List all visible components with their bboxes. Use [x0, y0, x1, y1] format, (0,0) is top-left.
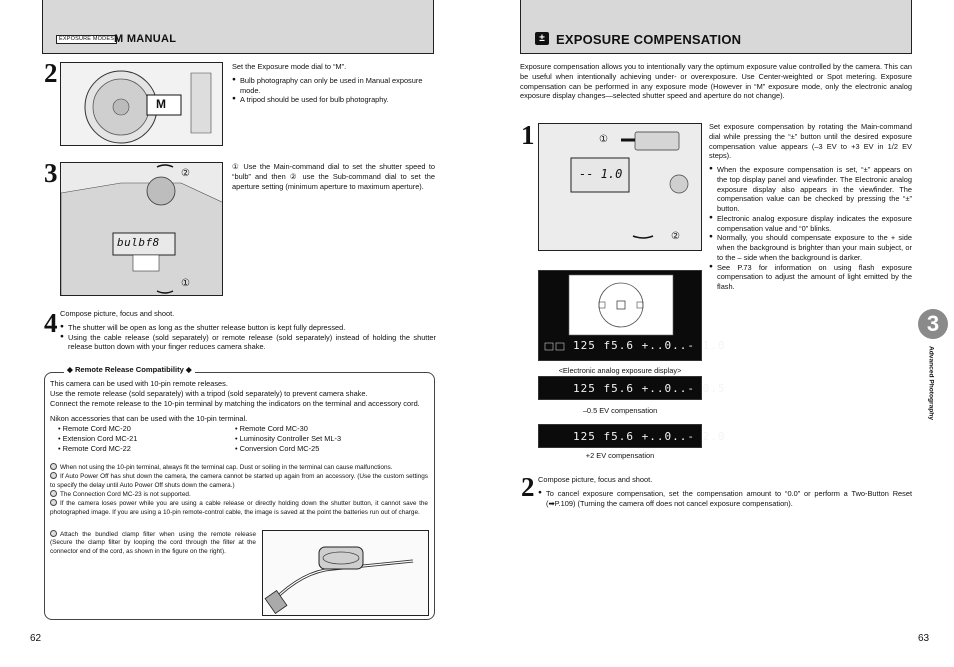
step-4-bullet-2: ● Using the cable release (sold separately) or remote release (sold separately) instead of holding the shutter release button down with your finger reduces camera shake.: [60, 333, 436, 353]
callout-2: ②: [181, 168, 190, 179]
step-2-text: [232, 62, 435, 105]
camera-top-illustration: [61, 163, 223, 296]
step-4-bullet-1: ● The shutter will be open as long as the shutter release button is kept fully depressed.: [60, 323, 436, 333]
note-item: If Auto Power Off has shut down the camera, the camera cannot be started up again from an accessory. (Use the custom settings to specify the delay until Auto Power Off shuts down the camera.): [50, 473, 428, 489]
dial-m-label: M: [156, 97, 166, 111]
readout-panel-plus-2: [538, 424, 726, 448]
side-label: Advanced Photography: [927, 346, 935, 421]
accessory-item: • Remote Cord MC-22: [58, 443, 131, 453]
step-1-text: [709, 122, 912, 292]
step-1-bullet-2: ● Electronic analog exposure display indicates the exposure compensation value and “0” blinks.: [709, 214, 912, 234]
vf-readout-2: 125 f5.6 +..0..- 0.5: [573, 382, 726, 395]
vf-caption-3: +2 EV compensation: [585, 451, 655, 460]
step-2-right-text: [538, 475, 912, 508]
callout-1: ①: [599, 134, 608, 145]
note-icon: [50, 499, 57, 506]
left-header-bar: [42, 0, 434, 54]
note-item: The Connection Cord MC-23 is not supported.: [50, 490, 428, 499]
step-3-text: [232, 162, 435, 191]
intro-text: Exposure compensation allows you to intentionally vary the optimum exposure value controlled by the camera. This can be useful when intentionally achieving under- or overexposure. Use Center-weighted or Spot metering. Exposure compensation can be performed in any exposure mode (However in “M” exposure mode, only the electronic analog exposure display changes—selected shutter speed and aperture do not change).: [520, 62, 912, 101]
note-item: If the camera loses power while you are using a cable release or directly holding down the shutter button, it cannot save the photographed image. If you are using a 10-pin remote-control cable, the image is saved at the point the batteries run out of charge.: [50, 500, 428, 516]
left-page-number: 62: [30, 633, 42, 644]
nikon-accessories-line: Nikon accessories that can be used with the 10-pin terminal.: [50, 414, 248, 424]
vf-caption-1: <Electronic analog exposure display>: [558, 366, 682, 375]
readout-panel-minus-0-5: [538, 376, 726, 400]
remote-notes: [50, 463, 428, 517]
vf-caption-2: –0.5 EV compensation: [582, 406, 658, 415]
remote-line-3: Connect the remote release to the 10-pin terminal by matching the indicators on the terminal and accessory cord.: [50, 398, 420, 408]
bulb-lcd-readout: bulbf8: [117, 236, 160, 249]
accessory-item: • Remote Cord MC-30: [235, 424, 308, 434]
mode-dial-illustration: [61, 63, 223, 146]
exposure-comp-icon: ±: [535, 32, 549, 45]
remote-line-2: Use the remote release (sold separately) with a tripod (sold separately) to prevent camera shake.: [50, 388, 368, 398]
accessory-item: • Conversion Cord MC-25: [235, 443, 320, 453]
step-1-bullet-1: ● When the exposure compensation is set, “±” appears on the top display panel and viewfinder. The Electronic analog exposure display also appears in the viewfinder. The compensation value can be checked by pressing the “±” button.: [709, 165, 912, 214]
note-icon: [50, 530, 57, 537]
step-2-bullet-1: ● Bulb photography can only be used in Manual exposure mode.: [232, 76, 435, 96]
camera-top-photo: [60, 162, 223, 296]
viewfinder-display: [538, 270, 726, 361]
vf-readout-3: 125 f5.6 +..0..- 2.0: [573, 430, 726, 443]
remote-box-body: [50, 379, 428, 453]
note-item: When not using the 10-pin terminal, always fit the terminal cap. Dust or soiling in the terminal can cause malfunctions.: [50, 463, 428, 472]
comp-lcd-readout: -- 1.0: [579, 167, 623, 181]
step-2-right-bullet: ● To cancel exposure compensation, set the compensation amount to “0.0” or perform a Two-Button Reset (➡P.109) (Turning the camera off does not cancel exposure compensation).: [538, 489, 912, 509]
step-2-line: Set the Exposure mode dial to “M”.: [232, 62, 347, 71]
step-3-instruction: ① Use the Main-command dial to set the shutter speed to “bulb” and then ② use the Sub-command dial to set the aperture setting (minimum aperture to maximum aperture).: [232, 162, 435, 191]
exposure-modes-badge: EXPOSURE MODES: [56, 35, 117, 44]
step-2-right-line: Compose picture, focus and shoot.: [538, 475, 653, 484]
cord-illustration: [263, 531, 429, 616]
right-section-title: EXPOSURE COMPENSATION: [556, 32, 742, 47]
accessory-item: • Luminosity Controller Set ML-3: [235, 433, 342, 443]
clamp-filter-figure: [262, 530, 429, 616]
intro-paragraph: [520, 62, 912, 101]
accessory-item: • Remote Cord MC-20: [58, 424, 131, 434]
step-2-number: 2: [44, 58, 58, 88]
step-2-number-right: 2: [521, 472, 535, 502]
callout-2: ②: [671, 231, 680, 242]
step-2-bullet-2: ● A tripod should be used for bulb photography.: [232, 95, 435, 105]
step-1-bullet-4: ● See P.73 for information on using flash exposure compensation to adjust the amount of light emitted by the flash.: [709, 263, 912, 292]
note-icon: [50, 472, 57, 479]
note-icon: [50, 490, 57, 497]
camera-back-photo: [538, 123, 702, 251]
note-item: Attach the bundled clamp filter when using the remote release (Secure the clamp filter by looping the cord through the filter at the connector end of the cord, as shown in the figure on the right).: [50, 531, 256, 555]
step-1-instruction: Set exposure compensation by rotating the Main-command dial while pressing the “±” button until the desired exposure compensation value appears (–3 EV to +3 EV in 1/2 EV steps).: [709, 122, 912, 161]
accessory-item: • Extension Cord MC-21: [58, 433, 138, 443]
note-icon: [50, 463, 57, 470]
callout-1: ①: [181, 278, 190, 289]
step-1-number: 1: [521, 120, 535, 150]
step-4-text: [60, 309, 436, 352]
right-page-number: 63: [918, 633, 930, 644]
clamp-note: [50, 530, 256, 556]
vf-readout-1: 125 f5.6 +..0..- 1.0: [573, 339, 726, 352]
step-1-bullet-3: ● Normally, you should compensate exposure to the + side when the background is brighter than your main subject, or to the – side when the background is darker.: [709, 233, 912, 262]
step-4-number: 4: [44, 308, 58, 338]
step-4-line: Compose picture, focus and shoot.: [60, 309, 175, 318]
remote-line-1: This camera can be used with 10-pin remote releases.: [50, 379, 228, 388]
step-3-number: 3: [44, 158, 58, 188]
chapter-tab: 3: [918, 309, 948, 339]
remote-box-title: ◆ Remote Release Compatibility ◆: [64, 365, 195, 375]
left-section-title: M MANUAL: [114, 33, 177, 45]
mode-dial-photo: [60, 62, 223, 146]
